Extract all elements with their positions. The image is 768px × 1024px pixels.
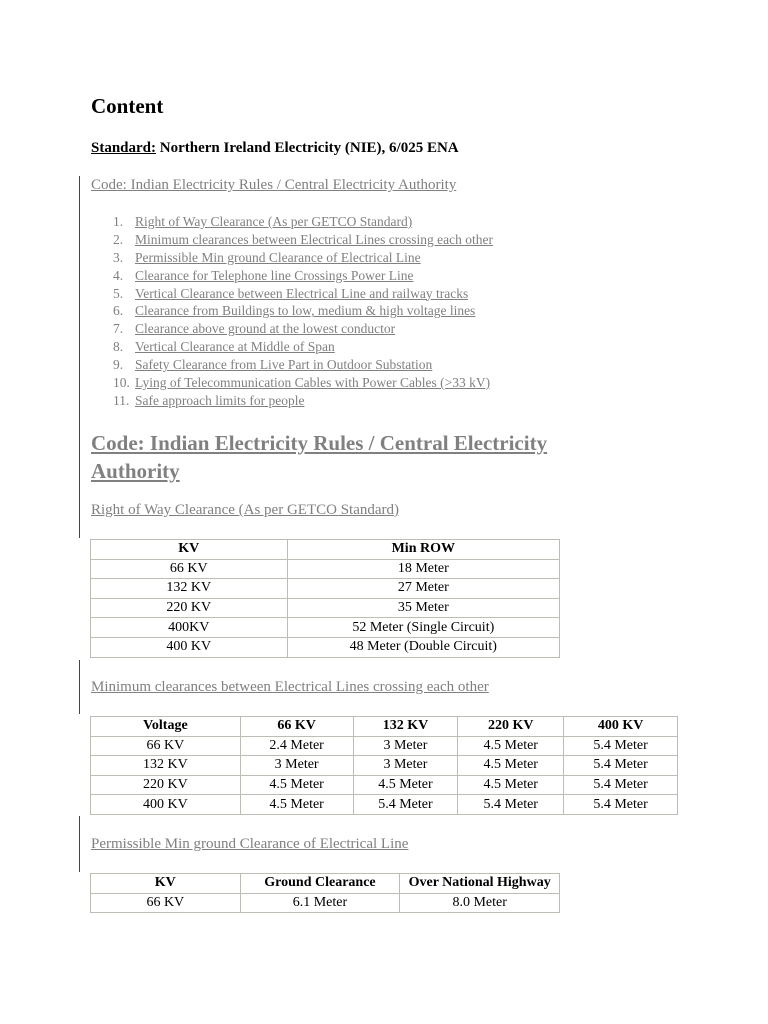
column-header: 400 KV — [564, 717, 678, 737]
table-row — [91, 637, 560, 657]
toc-item[interactable] — [113, 338, 493, 356]
column-header: KV — [91, 874, 241, 894]
column-header: 132 KV — [353, 717, 458, 737]
table-cell: 5.4 Meter — [353, 795, 458, 815]
table-row — [91, 579, 560, 599]
toc-item[interactable] — [113, 267, 493, 285]
table-cell: 35 Meter — [287, 598, 559, 618]
toc-item-number: 5. — [113, 285, 124, 301]
toc-item[interactable] — [113, 356, 493, 374]
table-cell: 66 KV — [91, 893, 241, 913]
table-cell: 5.4 Meter — [564, 775, 678, 795]
table-cell: 66 KV — [91, 559, 288, 579]
toc-item-number: 6. — [113, 303, 124, 319]
toc-item[interactable] — [113, 392, 493, 410]
ground-clearance-table — [90, 873, 560, 913]
table-of-contents — [113, 213, 493, 410]
table-cell: 4.5 Meter — [240, 795, 353, 815]
toc-item[interactable] — [113, 213, 493, 231]
column-header: 66 KV — [240, 717, 353, 737]
section-heading-ground: Permissible Min ground Clearance of Electrical Line — [91, 836, 409, 852]
table-row — [91, 795, 678, 815]
table-cell: 5.4 Meter — [564, 756, 678, 776]
column-header: KV — [91, 540, 288, 560]
table-row — [91, 775, 678, 795]
table-row — [91, 559, 560, 579]
column-header: Min ROW — [287, 540, 559, 560]
toc-item-number: 11. — [113, 392, 130, 408]
toc-item[interactable] — [113, 302, 493, 320]
change-bar — [79, 176, 80, 538]
toc-item-label: Lying of Telecommunication Cables with Power Cables (>33 kV) — [135, 375, 491, 391]
table-cell: 27 Meter — [287, 579, 559, 599]
table-row — [91, 756, 678, 776]
table-cell: 66 KV — [91, 736, 241, 756]
toc-item[interactable] — [113, 320, 493, 338]
table-cell: 400KV — [91, 618, 288, 638]
toc-item[interactable] — [113, 374, 493, 392]
section-heading-crossing: Minimum clearances between Electrical Lines crossing each other — [91, 679, 489, 695]
toc-item-label: Clearance from Buildings to low, medium & high voltage lines — [135, 303, 476, 319]
table-cell: 18 Meter — [287, 559, 559, 579]
standard-line — [91, 140, 459, 157]
table-cell: 220 KV — [91, 775, 241, 795]
toc-item[interactable] — [113, 249, 493, 267]
column-header: Voltage — [91, 717, 241, 737]
toc-item-number: 8. — [113, 339, 124, 355]
column-header: 220 KV — [458, 717, 564, 737]
toc-item-label: Permissible Min ground Clearance of Electrical Line — [135, 249, 421, 265]
table-cell: 5.4 Meter — [458, 795, 564, 815]
table-cell: 4.5 Meter — [353, 775, 458, 795]
standard-label: Standard: — [91, 140, 157, 156]
table-cell: 220 KV — [91, 598, 288, 618]
table-cell: 132 KV — [91, 579, 288, 599]
toc-item-number: 3. — [113, 249, 124, 265]
row-clearance-table — [90, 539, 560, 658]
toc-item[interactable] — [113, 231, 493, 249]
toc-item-label: Minimum clearances between Electrical Lines crossing each other — [135, 231, 493, 247]
section-heading-code: Code: Indian Electricity Rules / Central Electricity Authority — [91, 431, 548, 483]
toc-item-label: Safe approach limits for people — [135, 392, 305, 408]
table-header-row — [91, 717, 678, 737]
toc-item-number: 1. — [113, 214, 124, 229]
toc-item-label: Vertical Clearance at Middle of Span — [135, 339, 335, 355]
table-row — [91, 618, 560, 638]
table-cell: 132 KV — [91, 756, 241, 776]
table-cell: 48 Meter (Double Circuit) — [287, 637, 559, 657]
table-cell: 3 Meter — [353, 756, 458, 776]
table-cell: 3 Meter — [353, 736, 458, 756]
table-cell: 400 KV — [91, 637, 288, 657]
toc-item-label: Right of Way Clearance (As per GETCO Standard) — [135, 214, 413, 229]
toc-item-label: Clearance above ground at the lowest conductor — [135, 321, 396, 337]
table-header-row — [91, 874, 560, 894]
toc-item-number: 2. — [113, 231, 124, 247]
table-row — [91, 736, 678, 756]
table-cell: 52 Meter (Single Circuit) — [287, 618, 559, 638]
table-cell: 8.0 Meter — [400, 893, 560, 913]
table-cell: 3 Meter — [240, 756, 353, 776]
table-cell: 5.4 Meter — [564, 795, 678, 815]
section-heading-row: Right of Way Clearance (As per GETCO Standard) — [91, 502, 400, 518]
column-header: Over National Highway — [400, 874, 560, 894]
table-row — [91, 893, 560, 913]
standard-value: Northern Ireland Electricity (NIE), 6/025 ENA — [159, 140, 459, 156]
toc-item-label: Clearance for Telephone line Crossings Power Line — [135, 267, 414, 283]
table-cell: 5.4 Meter — [564, 736, 678, 756]
table-cell: 4.5 Meter — [240, 775, 353, 795]
toc-item-number: 10. — [113, 375, 130, 391]
page-title: Content — [91, 94, 164, 118]
table-cell: 2.4 Meter — [240, 736, 353, 756]
table-cell: 4.5 Meter — [458, 775, 564, 795]
toc-item-label: Safety Clearance from Live Part in Outdoor Substation — [135, 357, 433, 373]
table-cell: 6.1 Meter — [240, 893, 400, 913]
table-cell: 4.5 Meter — [458, 736, 564, 756]
table-row — [91, 598, 560, 618]
code-link[interactable]: Code: Indian Electricity Rules / Central Electricity Authority — [91, 177, 457, 193]
change-bar — [79, 816, 80, 872]
crossing-clearance-table — [90, 716, 678, 815]
toc-item[interactable] — [113, 285, 493, 303]
toc-item-number: 9. — [113, 357, 124, 373]
toc-item-number: 7. — [113, 321, 124, 337]
table-header-row — [91, 540, 560, 560]
column-header: Ground Clearance — [240, 874, 400, 894]
table-cell: 4.5 Meter — [458, 756, 564, 776]
change-bar — [79, 660, 80, 714]
table-cell: 400 KV — [91, 795, 241, 815]
toc-item-number: 4. — [113, 267, 124, 283]
toc-item-label: Vertical Clearance between Electrical Line and railway tracks — [135, 285, 469, 301]
